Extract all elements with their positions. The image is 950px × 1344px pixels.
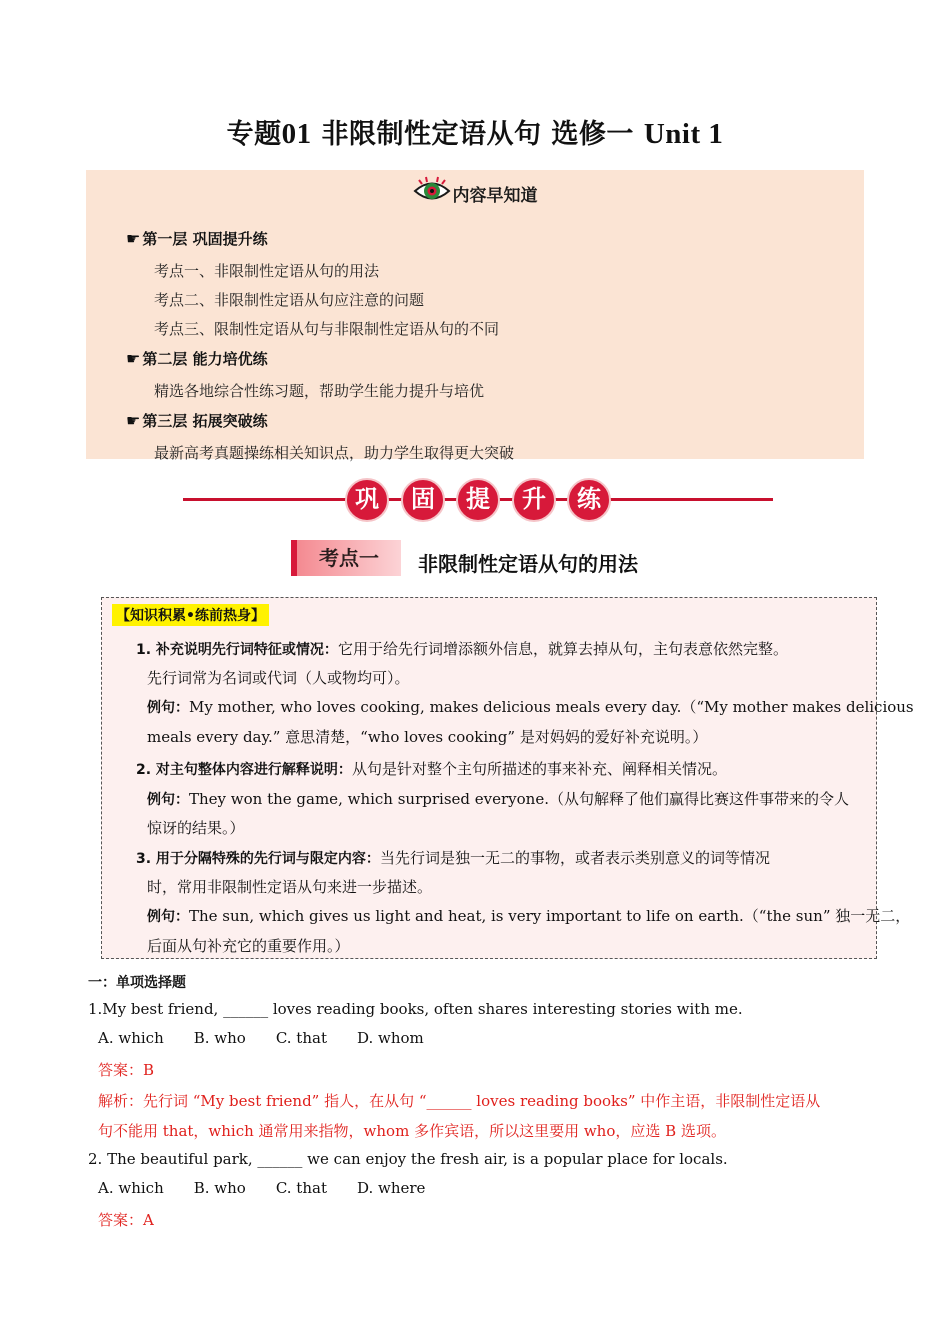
overview-item: 考点一、非限制性定语从句的用法 <box>154 262 380 280</box>
layer-3-heading: ☛ 第三层 拓展突破练 <box>126 411 268 430</box>
overview-box <box>86 170 864 462</box>
overview-heading-label: 内容早知道 <box>452 185 538 206</box>
overview-heading <box>86 176 864 210</box>
question-stem: 2. The beautiful park, ______ we can enjoy the fresh air, is a popular place for locals. <box>88 1150 728 1168</box>
option: D. where <box>356 1179 426 1197</box>
knowledge-line: 3. 用于分隔特殊的先行词与限定内容：当先行词是独一无二的事物，或者表示类别意义的词等情况 <box>136 849 770 867</box>
banner-char: 提 <box>456 478 500 522</box>
title-prefix: 专题 <box>226 119 282 150</box>
knowledge-tag: 【知识积累•练前热身】 <box>112 604 269 626</box>
knowledge-line: 2. 对主句整体内容进行解释说明：从句是针对整个主句所描述的事来补充、阐释相关情况。 <box>136 760 727 778</box>
section-heading: 一：单项选择题 <box>88 975 186 991</box>
layer-2-desc: 精选各地综合性练习题，帮助学生能力提升与培优 <box>154 382 485 400</box>
eye-icon <box>413 176 451 210</box>
title-unit: Unit 1 <box>643 118 724 150</box>
example-line: meals every day.” 意思清楚，“who loves cooking” 是对妈妈的爱好补充说明。） <box>147 728 708 746</box>
page-title <box>0 112 950 151</box>
example-line: 例句：The sun, which gives us light and heat, is very important to life on earth.（“the sun” 独一无二， <box>147 907 911 925</box>
example-line: 后面从句补充它的重要作用。） <box>147 937 350 955</box>
knowledge-line: 1. 补充说明先行词特征或情况：它用于给先行词增添额外信息，就算去掉从句，主句表意依然完整。 <box>136 640 788 658</box>
pointing-hand-icon: ☛ <box>126 229 141 248</box>
example-line: 惊讶的结果。） <box>147 819 245 837</box>
option: D. whom <box>356 1029 424 1047</box>
answer: 答案：A <box>98 1211 154 1229</box>
layer-2-heading: ☛ 第二层 能力培优练 <box>126 349 268 368</box>
option: B. who <box>193 1179 246 1197</box>
banner-char: 练 <box>567 478 611 522</box>
pointing-hand-icon: ☛ <box>126 349 141 368</box>
banner-char: 固 <box>401 478 445 522</box>
knowledge-line: 时，常用非限制性定语从句来进一步描述。 <box>147 878 433 896</box>
title-main: 非限制性定语从句 选修一 <box>321 119 634 150</box>
kaodian-title: 非限制性定语从句的用法 <box>418 552 638 576</box>
analysis-line: 解析：先行词 “My best friend” 指人，在从句 “______ loves reading books” 中作主语，非限制性定语从 <box>98 1092 821 1110</box>
option: C. that <box>275 1029 327 1047</box>
overview-item: 考点三、限制性定语从句与非限制性定语从句的不同 <box>154 320 500 338</box>
kaodian-tag: 考点一 <box>291 540 401 576</box>
knowledge-box <box>101 597 914 959</box>
banner-char: 巩 <box>345 478 389 522</box>
option: A. which <box>98 1029 164 1047</box>
pointing-hand-icon: ☛ <box>126 411 141 430</box>
analysis-line: 句不能用 that，which 通常用来指物，whom 多作宾语，所以这里要用 who，应选 B 选项。 <box>98 1122 726 1140</box>
option: A. which <box>98 1179 164 1197</box>
answer: 答案：B <box>98 1061 155 1079</box>
option: C. that <box>275 1179 327 1197</box>
layer-3-desc: 最新高考真题操练相关知识点，助力学生取得更大突破 <box>154 444 515 462</box>
section-banner <box>183 478 773 522</box>
question-options <box>98 1029 454 1047</box>
banner-char: 升 <box>512 478 556 522</box>
option: B. who <box>193 1029 246 1047</box>
title-number: 01 <box>281 118 312 150</box>
layer-1-heading: ☛ 第一层 巩固提升练 <box>126 229 268 248</box>
overview-item: 考点二、非限制性定语从句应注意的问题 <box>154 291 425 309</box>
example-line: 例句：My mother, who loves cooking, makes delicious meals every day.（“My mother makes delicious <box>147 698 914 716</box>
knowledge-line: 先行词常为名词或代词（人或物均可）。 <box>147 669 410 687</box>
question-options <box>98 1179 455 1197</box>
example-line: 例句：They won the game, which surprised everyone.（从句解释了他们赢得比赛这件事带来的令人 <box>147 790 849 808</box>
question-stem: 1.My best friend, ______ loves reading books, often shares interesting stories with me. <box>88 1000 743 1018</box>
